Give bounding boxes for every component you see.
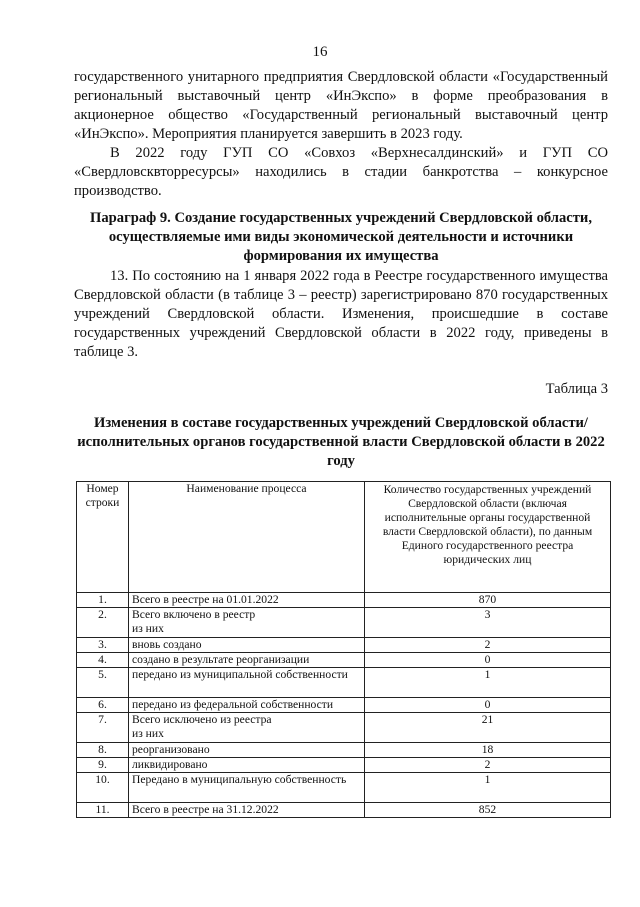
row-number: 1. xyxy=(77,593,129,608)
process-name: создано в результате реорганизации xyxy=(129,653,365,668)
table-row xyxy=(77,758,611,773)
paragraph-bankruptcy: В 2022 году ГУП СО «Совхоз «Верхнесалдинский» и ГУП СО «Свердловсквторресурсы» находились в стадии банкротства – конкурсное производство. xyxy=(74,145,608,199)
process-name: ликвидировано xyxy=(129,758,365,773)
count-value: 870 xyxy=(365,593,611,608)
count-value: 21 xyxy=(365,713,611,743)
count-value: 0 xyxy=(365,698,611,713)
header-count: Количество государственных учреждений Свердловской области (включая исполнительные органы государственной власти Свердловской области), по данным Единого государственного реестра юридических лиц xyxy=(365,482,611,593)
row-number: 3. xyxy=(77,638,129,653)
row-number: 9. xyxy=(77,758,129,773)
process-name: Передано в муниципальную собственность xyxy=(129,773,365,803)
row-number: 4. xyxy=(77,653,129,668)
table-row xyxy=(77,653,611,668)
row-number: 11. xyxy=(77,803,129,818)
process-name: Всего в реестре на 01.01.2022 xyxy=(129,593,365,608)
process-name: передано из муниципальной собственности xyxy=(129,668,365,698)
count-value: 852 xyxy=(365,803,611,818)
table-row xyxy=(77,608,611,638)
count-value: 18 xyxy=(365,743,611,758)
page-number: 16 xyxy=(312,44,328,60)
process-name: вновь создано xyxy=(129,638,365,653)
institutions-table xyxy=(76,481,611,818)
header-process-name: Наименование процесса xyxy=(129,482,365,593)
header-row-number: Номер строки xyxy=(77,482,129,593)
table-row xyxy=(77,593,611,608)
table-row xyxy=(77,713,611,743)
process-name: Всего исключено из реестра из них xyxy=(129,713,365,743)
table-header-row xyxy=(77,482,611,593)
row-number: 2. xyxy=(77,608,129,638)
process-name: Всего включено в реестр из них xyxy=(129,608,365,638)
row-number: 10. xyxy=(77,773,129,803)
table-title: Изменения в составе государственных учреждений Свердловской области/исполнительных органов государственной власти Свердловской области в 2022 году xyxy=(77,415,605,469)
count-value: 1 xyxy=(365,773,611,803)
table-row xyxy=(77,668,611,698)
table-row xyxy=(77,698,611,713)
count-value: 2 xyxy=(365,638,611,653)
count-value: 0 xyxy=(365,653,611,668)
process-name: реорганизовано xyxy=(129,743,365,758)
paragraph-continuation: государственного унитарного предприятия Свердловской области «Государственный региональный выставочный центр «ИнЭкспо» в форме преобразования в акционерное общество «Государственный региональный выставочный центр «ИнЭкспо». Мероприятия планируется завершить в 2023 году. xyxy=(74,69,608,142)
table-row xyxy=(77,803,611,818)
row-number: 8. xyxy=(77,743,129,758)
process-name: передано из федеральной собственности xyxy=(129,698,365,713)
count-value: 2 xyxy=(365,758,611,773)
section-heading: Параграф 9. Создание государственных учреждений Свердловской области, осуществляемые ими виды экономической деятельности и источники формирования их имущества xyxy=(90,210,592,264)
count-value: 1 xyxy=(365,668,611,698)
process-name: Всего в реестре на 31.12.2022 xyxy=(129,803,365,818)
row-number: 6. xyxy=(77,698,129,713)
table-row xyxy=(77,773,611,803)
table-row xyxy=(77,743,611,758)
row-number: 7. xyxy=(77,713,129,743)
table-row xyxy=(77,638,611,653)
count-value: 3 xyxy=(365,608,611,638)
paragraph-13: 13. По состоянию на 1 января 2022 года в Реестре государственного имущества Свердловской области (в таблице 3 – реестр) зарегистрировано 870 государственных учреждений Свердловской области. Изменения, происшедшие в составе государственных учреждений Свердловской области в 2022 году, приведены в таблице 3. xyxy=(74,268,608,360)
row-number: 5. xyxy=(77,668,129,698)
table-label: Таблица 3 xyxy=(545,381,608,397)
